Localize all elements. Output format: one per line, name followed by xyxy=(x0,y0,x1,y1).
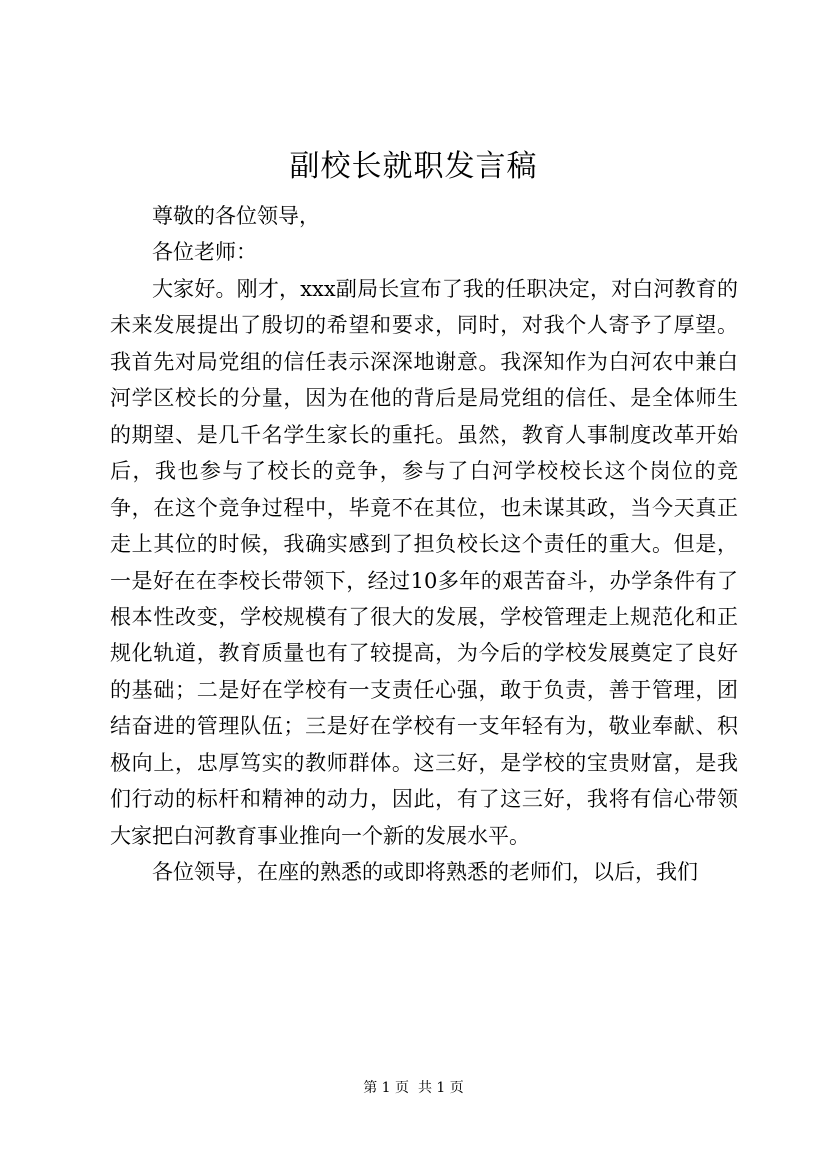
salutation-leaders: 尊敬的各位领导， xyxy=(152,204,320,228)
body-paragraph-continued: 各位领导，在座的熟悉的或即将熟悉的老师们，以后，我们 xyxy=(152,860,698,885)
body-paragraph: 大家好。刚才，xxx副局长宣布了我的任职决定，对白河教育的未来发展提出了殷切的希望和要求，同时，对我个人寄予了厚望。我首先对局党组的信任表示深深地谢意。我深知作为白河农中兼白河学区校长的分量，因为在他的背后是局党组的信任、是全体师生的期望、是几千名学生家长的重托。虽然，教育人事制度改革开始后，我也参与了校长的竞争，参与了白河学校校长这个岗位的竞争，在这个竞争过程中，毕竟不在其位，也未谋其政，当今天真正走上其位的时候，我确实感到了担负校长这个责任的重大。但是，一是好在在李校长带领下，经过10多年的艰苦奋斗，办学条件有了根本性改变，学校规模有了很大的发展，学校管理走上规范化和正规化轨道，教育质量也有了较提高，为今后的学校发展奠定了良好的基础；二是好在学校有一支责任心强，敢于负责，善于管理，团结奋进的管理队伍；三是好在学校有一支年轻有为，敬业奉献、积极向上，忠厚笃实的教师群体。这三好，是学校的宝贵财富，是我们行动的标杆和精神的动力，因此，有了这三好，我将有信心带领大家把白河教育事业推向一个新的发展水平。 xyxy=(110,276,738,848)
salutation-teachers: 各位老师： xyxy=(152,240,257,265)
page-footer xyxy=(0,1078,827,1098)
page-number-label: 第 1 页 共 1 页 xyxy=(363,1080,464,1096)
document-body xyxy=(110,198,738,891)
document-title: 副校长就职发言稿 xyxy=(289,149,538,184)
